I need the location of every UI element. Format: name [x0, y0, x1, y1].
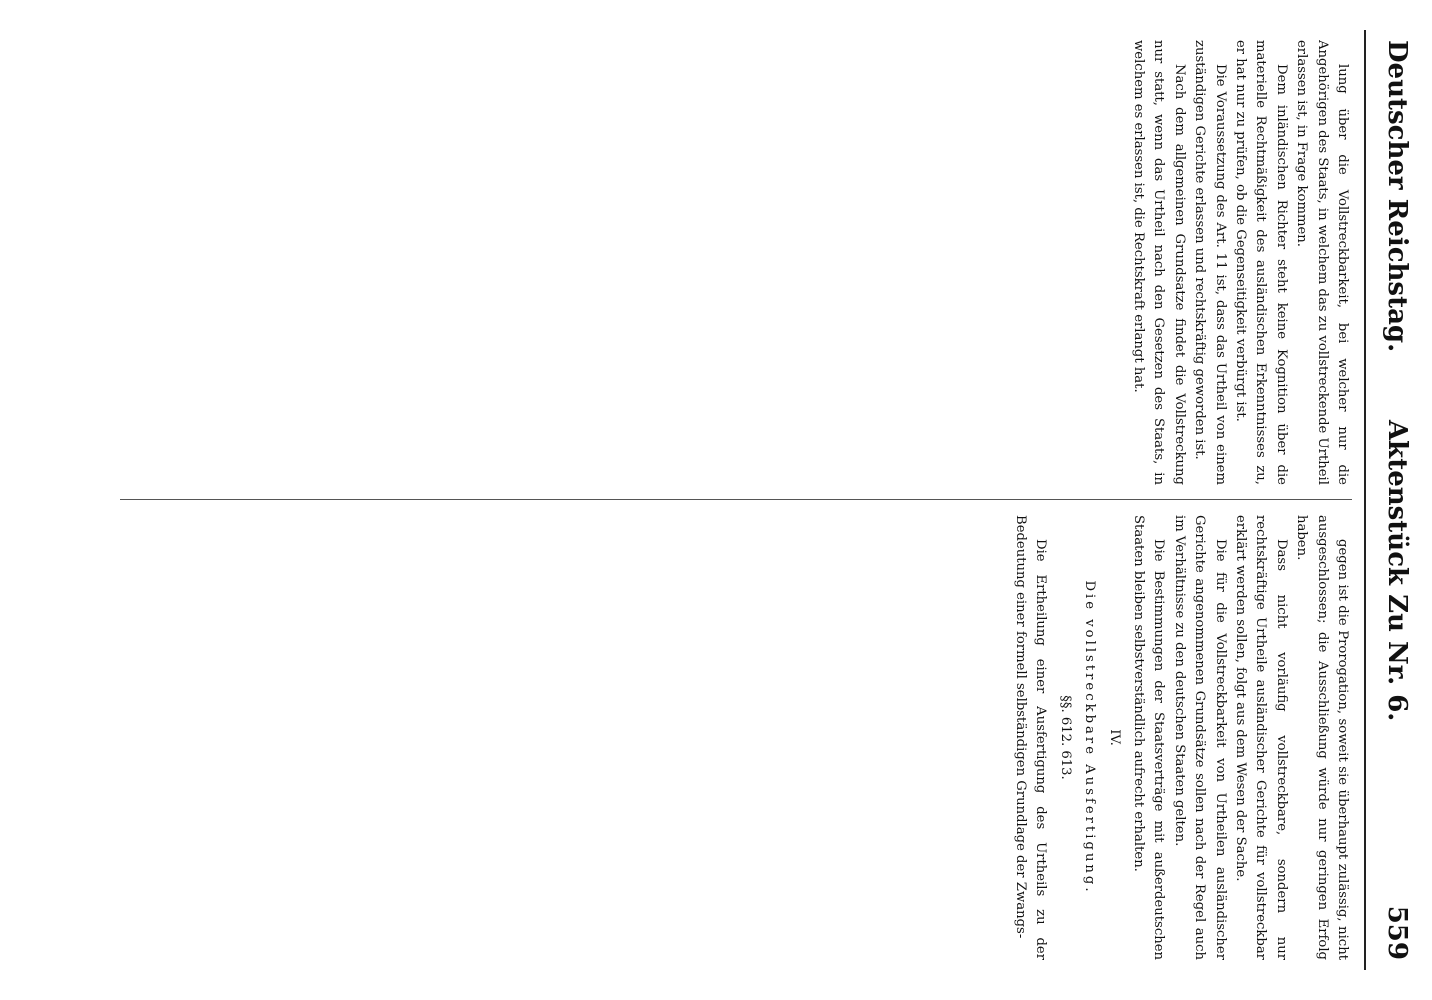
- section-title: Die vollstreckbare Ausfertigung.: [1082, 580, 1098, 895]
- page-header: [1372, 40, 1412, 960]
- header-rule: [1364, 30, 1366, 970]
- column-divider: [120, 499, 1352, 500]
- paragraph: Die Ertheilung einer Ausfertigung des Urtheils zu der Bedeutung einer formell selbständigen Grundlage der Zwangs-: [1012, 515, 1049, 960]
- paragraph: Die Bestimmungen der Staatsverträge mit außerdeutschen Staaten bleiben selbstverständlich aufrecht erhalten.: [1130, 515, 1167, 960]
- left-column: [120, 40, 1352, 485]
- header-center: Aktenstück Zu Nr. 6.: [1382, 420, 1412, 722]
- paragraph: Dass nicht vorläufig vollstreckbare, sondern nur rechtskräftige Urtheile ausländischer Gerichte für vollstreckbar erklärt werden sollen, folgt aus dem Wesen der Sache.: [1232, 515, 1289, 960]
- paragraph: lung über die Vollstreckbarkeit, bei welcher nur die Angehörigen des Staats, in welchem das zu vollstreckende Urtheil erlassen ist, in Frage kommen.: [1294, 40, 1350, 485]
- paragraph: Die für die Vollstreckbarkeit von Urtheilen ausländischer Gerichte angenommenen Grundsätze sollen nach der Regel auch im Verhältnisse zu den deutschen Staaten gelten.: [1171, 515, 1228, 960]
- page-number: 559: [1382, 905, 1412, 960]
- paragraph: Die Voraussetzung des Art. 11 ist, dass das Urtheil von einem zuständigen Gerichte erlassen und rechtskräftig geworden ist.: [1192, 40, 1228, 485]
- section-paragraph-refs: §§. 612. 613.: [1057, 695, 1073, 780]
- paragraph: gegen ist die Prorogation, soweit sie überhaupt zulässig, nicht ausgeschlossen; die Ausschließung würde nur geringen Erfolg haben.: [1294, 515, 1350, 960]
- section-number: IV.: [1106, 729, 1122, 746]
- paragraph: Dem inländischen Richter steht keine Kognition über die materielle Rechtmäßigkeit des ausländischen Erkenntnisses zu, er hat nur zu prüfen, ob die Gegenseitigkeit verbürgt ist.: [1232, 40, 1289, 485]
- right-column: [120, 515, 1352, 960]
- header-left: Deutscher Reichstag.: [1382, 40, 1412, 353]
- paragraph: Nach dem allgemeinen Grundsatze findet die Vollstreckung nur statt, wenn das Urtheil nach den Gesetzen des Staats, in welchem es erlassen ist, die Rechtskraft erlangt hat.: [1130, 40, 1187, 485]
